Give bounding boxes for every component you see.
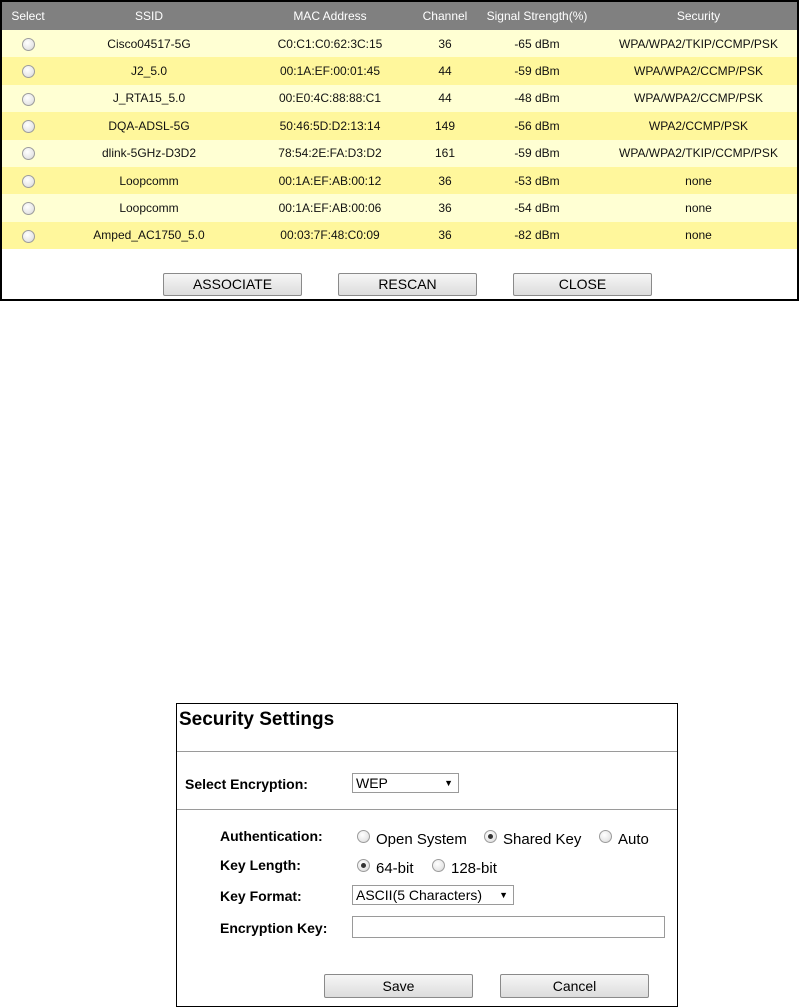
ssid-cell: Amped_AC1750_5.0 [54, 222, 244, 249]
column-header-signal-strength: Signal Strength(%) [474, 2, 600, 30]
table-row[interactable] [2, 112, 797, 139]
auth-auto-radio[interactable] [599, 830, 612, 843]
select-cell [2, 85, 54, 112]
table-row[interactable] [2, 85, 797, 112]
signal-cell: -65 dBm [474, 30, 600, 57]
encryption-select-value: WEP [356, 775, 388, 791]
ssid-cell: DQA-ADSL-5G [54, 112, 244, 139]
select-cell [2, 57, 54, 84]
channel-cell: 161 [416, 140, 474, 167]
signal-cell: -53 dBm [474, 167, 600, 194]
signal-cell: -56 dBm [474, 112, 600, 139]
mac-cell: 00:E0:4C:88:88:C1 [244, 85, 416, 112]
key-format-label: Key Format: [220, 888, 302, 904]
encryption-select[interactable] [352, 773, 459, 793]
column-header-select: Select [2, 2, 54, 30]
mac-cell: 00:1A:EF:00:01:45 [244, 57, 416, 84]
panel-title: Security Settings [179, 709, 335, 730]
security-cell: WPA/WPA2/TKIP/CCMP/PSK [600, 30, 797, 57]
authentication-label: Authentication: [220, 828, 323, 844]
key-length-64-radio[interactable] [357, 859, 370, 872]
mac-cell: 00:1A:EF:AB:00:12 [244, 167, 416, 194]
security-cell: WPA/WPA2/CCMP/PSK [600, 57, 797, 84]
security-settings-panel [176, 703, 678, 1007]
encryption-key-input[interactable] [352, 916, 665, 938]
network-select-radio[interactable] [22, 93, 35, 106]
table-row[interactable] [2, 167, 797, 194]
select-cell [2, 222, 54, 249]
signal-cell: -82 dBm [474, 222, 600, 249]
network-select-radio[interactable] [22, 120, 35, 133]
channel-cell: 36 [416, 194, 474, 221]
select-cell [2, 194, 54, 221]
channel-cell: 149 [416, 112, 474, 139]
column-header-security: Security [600, 2, 797, 30]
key-length-64-label: 64-bit [376, 860, 414, 877]
ssid-cell: Cisco04517-5G [54, 30, 244, 57]
network-select-radio[interactable] [22, 202, 35, 215]
site-survey-panel [0, 0, 799, 301]
dropdown-arrow-icon: ▼ [444, 778, 453, 788]
security-cell: WPA/WPA2/TKIP/CCMP/PSK [600, 140, 797, 167]
security-cell: WPA2/CCMP/PSK [600, 112, 797, 139]
ssid-cell: J2_5.0 [54, 57, 244, 84]
divider [177, 751, 677, 752]
associate-button[interactable]: ASSOCIATE [163, 273, 302, 296]
mac-cell: 50:46:5D:D2:13:14 [244, 112, 416, 139]
key-format-select-value: ASCII(5 Characters) [356, 887, 483, 903]
signal-cell: -59 dBm [474, 140, 600, 167]
channel-cell: 36 [416, 167, 474, 194]
auth-shared-key-radio[interactable] [484, 830, 497, 843]
mac-cell: 00:1A:EF:AB:00:06 [244, 194, 416, 221]
table-row[interactable] [2, 30, 797, 57]
auth-auto-label: Auto [618, 831, 649, 848]
channel-cell: 36 [416, 30, 474, 57]
auth-shared-key-label: Shared Key [503, 831, 582, 848]
ssid-cell: J_RTA15_5.0 [54, 85, 244, 112]
network-select-radio[interactable] [22, 230, 35, 243]
table-header-row [2, 2, 797, 30]
select-cell [2, 140, 54, 167]
ssid-cell: Loopcomm [54, 167, 244, 194]
site-survey-table [2, 2, 797, 249]
signal-cell: -48 dBm [474, 85, 600, 112]
network-select-radio[interactable] [22, 147, 35, 160]
close-button[interactable]: CLOSE [513, 273, 652, 296]
divider [177, 809, 677, 810]
security-cell: WPA/WPA2/CCMP/PSK [600, 85, 797, 112]
dropdown-arrow-icon: ▼ [499, 890, 508, 900]
network-select-radio[interactable] [22, 65, 35, 78]
table-row[interactable] [2, 57, 797, 84]
rescan-button[interactable]: RESCAN [338, 273, 477, 296]
security-cell: none [600, 222, 797, 249]
network-select-radio[interactable] [22, 175, 35, 188]
ssid-cell: Loopcomm [54, 194, 244, 221]
mac-cell: C0:C1:C0:62:3C:15 [244, 30, 416, 57]
signal-cell: -54 dBm [474, 194, 600, 221]
select-cell [2, 112, 54, 139]
security-cell: none [600, 194, 797, 221]
key-format-select[interactable] [352, 885, 514, 905]
cancel-button[interactable]: Cancel [500, 974, 649, 998]
survey-button-bar [2, 273, 797, 297]
table-row[interactable] [2, 222, 797, 249]
key-length-128-radio[interactable] [432, 859, 445, 872]
auth-open-system-radio[interactable] [357, 830, 370, 843]
column-header-channel: Channel [416, 2, 474, 30]
network-select-radio[interactable] [22, 38, 35, 51]
encryption-label: Select Encryption: [185, 776, 308, 792]
column-header-mac-address: MAC Address [244, 2, 416, 30]
channel-cell: 36 [416, 222, 474, 249]
key-length-label: Key Length: [220, 857, 301, 873]
select-cell [2, 167, 54, 194]
security-cell: none [600, 167, 797, 194]
table-row[interactable] [2, 194, 797, 221]
save-button[interactable]: Save [324, 974, 473, 998]
mac-cell: 00:03:7F:48:C0:09 [244, 222, 416, 249]
key-length-128-label: 128-bit [451, 860, 497, 877]
mac-cell: 78:54:2E:FA:D3:D2 [244, 140, 416, 167]
table-row[interactable] [2, 140, 797, 167]
ssid-cell: dlink-5GHz-D3D2 [54, 140, 244, 167]
encryption-key-label: Encryption Key: [220, 920, 328, 936]
column-header-ssid: SSID [54, 2, 244, 30]
select-cell [2, 30, 54, 57]
auth-open-system-label: Open System [376, 831, 467, 848]
signal-cell: -59 dBm [474, 57, 600, 84]
channel-cell: 44 [416, 85, 474, 112]
channel-cell: 44 [416, 57, 474, 84]
